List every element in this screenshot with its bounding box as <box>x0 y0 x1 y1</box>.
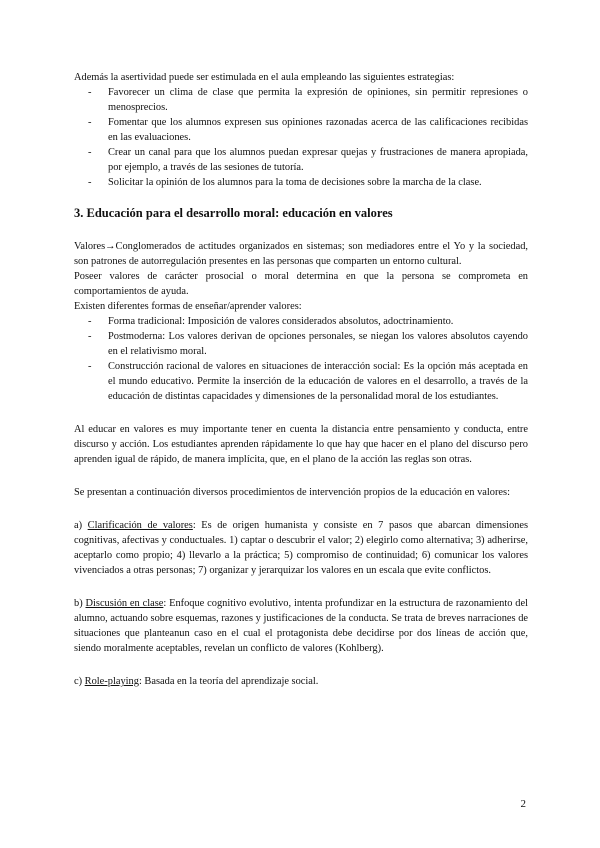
procedure-c-term: Role-playing <box>84 676 139 687</box>
ways-list <box>74 314 528 404</box>
thought-conduct-paragraph: Al educar en valores es muy importante tener en cuenta la distancia entre pensamiento y conducta, entre discurso y acción. Los estudiantes aprenden rápidamente lo que hay que hacer en el plano del discurso pero aprenden igual de rápido, de manera implícita, que, en el plano de la acción las reglas son otras. <box>74 424 528 465</box>
prosocial-paragraph: Poseer valores de carácter prosocial o moral determina en que la persona se comprometa en comportamientos de ayuda. <box>74 271 528 297</box>
list-item: - Solicitar la opinión de los alumnos para la toma de decisiones sobre la marcha de la clase. <box>74 175 528 190</box>
procedure-b <box>74 596 528 656</box>
procedures-intro: Se presentan a continuación diversos procedimientos de intervención propios de la educación en valores: <box>74 487 510 498</box>
list-item: - Construcción racional de valores en situaciones de interacción social: Es la opción más aceptada en el mundo educativo. Permite la inserción de la educación de valores en el desarrollo, a través de la educación de distintas capacidades y dimensiones de la personalidad moral de los estudiantes. <box>74 359 528 404</box>
section-heading: 3. Educación para el desarrollo moral: educación en valores <box>74 206 393 220</box>
procedure-c-text: : Basada en la teoría del aprendizaje social. <box>138 676 319 687</box>
values-definition: Valores→Conglomerados de actitudes organizados en sistemas; son mediadores entre el Yo y la sociedad, son patrones de autorregulación presentes en las personas que comparten un entorno cultural. <box>74 241 528 267</box>
intro-paragraph: Además la asertividad puede ser estimulada en el aula empleando las siguientes estrategias: <box>74 72 455 83</box>
procedure-a-term: Clarificación de valores <box>87 520 193 531</box>
procedure-b-text: : Enfoque cognitivo evolutivo, intenta profundizar en la estructura de razonamiento del alumno, actuando sobre esquemas, razones y justificaciones de la conducta. Se trata de breves narraciones de situaciones que planteanun caso en el cual el protagonista debe decidirse por dos líneas de acción que, siendo moralmente aceptables, revelan un conflicto de valores (Kohlberg). <box>74 598 528 654</box>
list-item: - Crear un canal para que los alumnos puedan expresar quejas y frustraciones de manera apropiada, por ejemplo, a través de las sesiones de tutoría. <box>74 145 528 175</box>
list-item: - Forma tradicional: Imposición de valores considerados absolutos, adoctrinamiento. <box>74 314 528 329</box>
list-item: - Fomentar que los alumnos expresen sus opiniones razonadas acerca de las calificaciones recibidas en las evaluaciones. <box>74 115 528 145</box>
procedure-c-prefix: c) <box>74 676 85 687</box>
page-number: 2 <box>520 798 526 810</box>
procedure-c <box>74 674 528 689</box>
procedure-b-prefix: b) <box>74 598 86 609</box>
list-item: - Postmoderna: Los valores derivan de opciones personales, se niegan los valores absolutos cayendo en el relativismo moral. <box>74 329 528 359</box>
list-item: - Favorecer un clima de clase que permita la expresión de opiniones, sin permitir represiones o menosprecios. <box>74 85 528 115</box>
procedure-a-text: : Es de origen humanista y consiste en 7 pasos que abarcan dimensiones cognitivas, afectivas y conductuales. 1) captar o descubrir el valor; 2) elegirlo como alternativa; 3) adherirse, aceptarlo como propio; 4) llevarlo a la práctica; 5) compromiso de continuidad; 6) comunicar los valores vivenciados a otras personas; 7) organizar y jerarquizar los valores en un escala que evite conflictos. <box>74 520 528 576</box>
procedure-a <box>74 518 528 578</box>
page-content <box>74 70 528 689</box>
procedure-b-term: Discusión en clase <box>85 598 164 609</box>
ways-intro: Existen diferentes formas de enseñar/aprender valores: <box>74 301 302 312</box>
procedure-a-prefix: a) <box>74 520 88 531</box>
strategies-list <box>74 85 528 190</box>
